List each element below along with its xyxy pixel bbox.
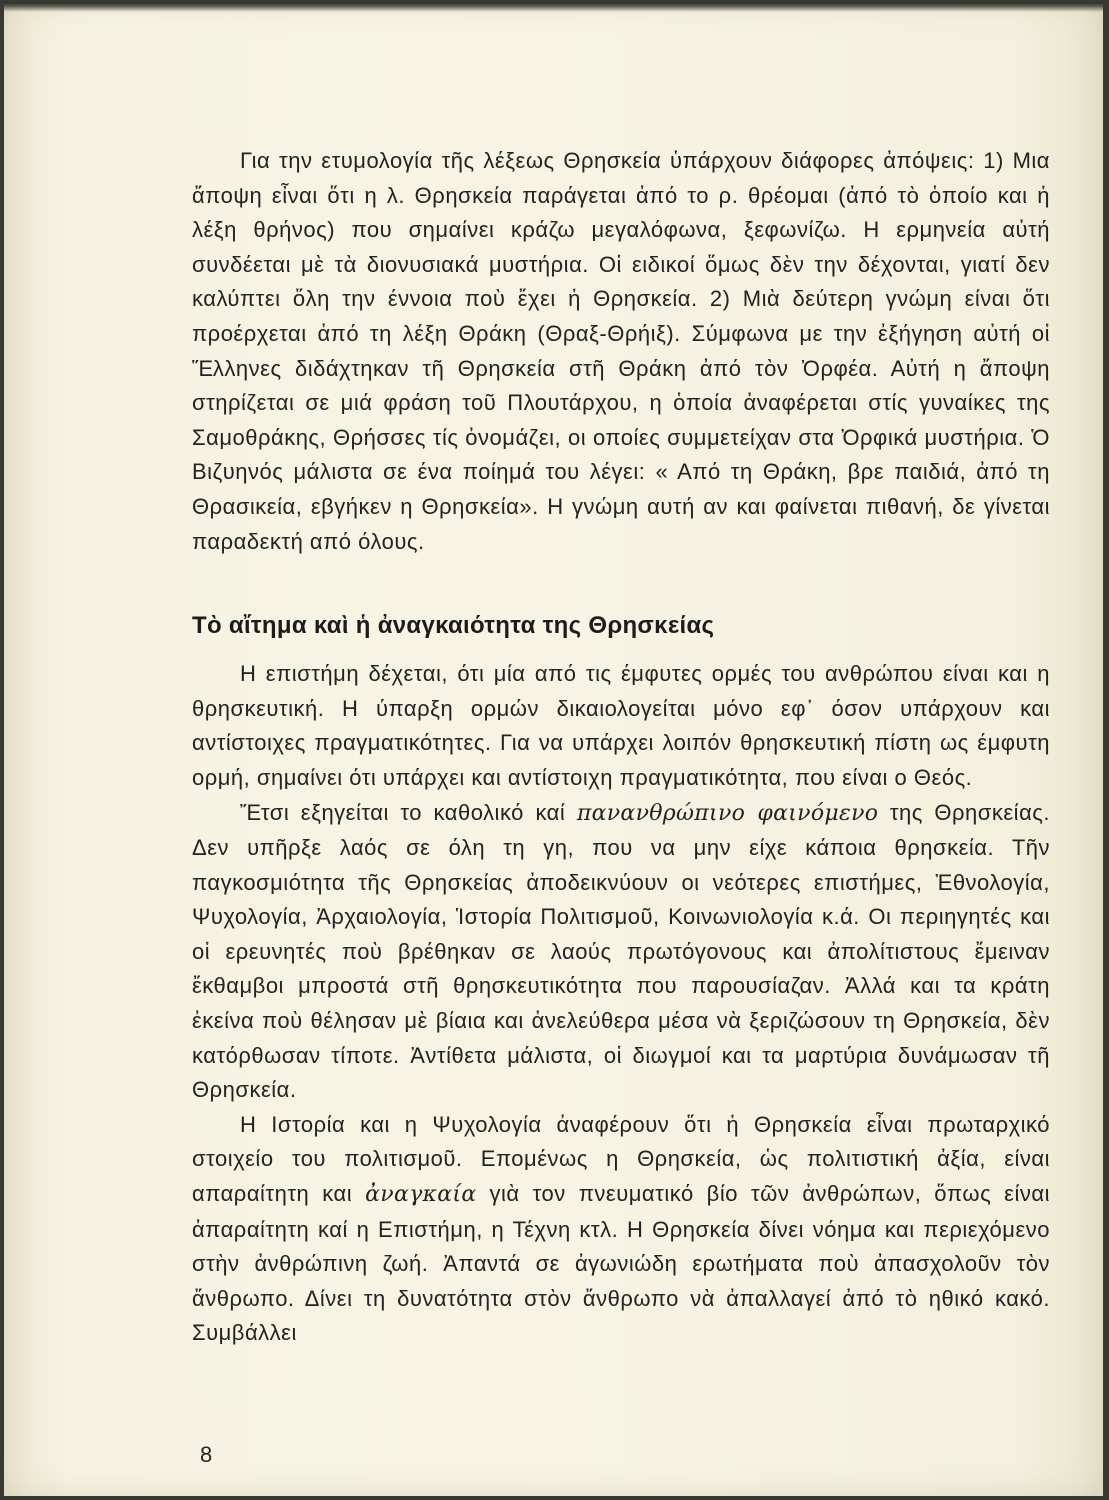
universality-emphasis: πανανθρώπινο φαινόμενο [576, 800, 879, 826]
necessity-emphasis: ἀναγκαία [365, 1182, 477, 1208]
page-number: 8 [200, 1442, 213, 1467]
necessity-text-after: γιὰ τον πνευματικό βίο τῶν ἀνθρώπων, ὅπως είναι ἀπαραίτητη καί η Επιστήμη, η Τέχνη κτλ. Η Θρησκεία δίνει νόημα και περιεχόμενο στὴν ἀνθρώπινη ζωή. Ἀπαντά σε ἀγωνιώδη ερωτήματα ποὺ ἀπασχολοῦν τὸν ἄνθρωπο. Δίνει τη δυνατότητα στὸν ἄνθρωπο νὰ ἀπαλλαγεί ἀπό τὸ ηθικό κακό. Συμβάλλει [192, 1181, 1050, 1346]
universality-paragraph [192, 796, 1050, 1108]
universality-text-before: Ἔτσι εξηγείται το καθολικό καί [240, 799, 577, 825]
etymology-paragraph: Για την ετυμολογία τῆς λέξεως Θρησκεία ὑπάρχουν διάφορες ἀπόψεις: 1) Μια ἄποψη εἶναι ὅτι η λ. Θρησκεία παράγεται ἀπό το ρ. θρέομαι (ἀπό τὸ ὁποίο και ἡ λέξη θρήνος) που σημαίνει κράζω μεγαλόφωνα, ξεφωνίζω. Η ερμηνεία αὐτή συνδέεται μὲ τὰ διονυσιακά μυστήρια. Οἱ ειδικοί ὅμως δὲν την δέχονται, γιατί δεν καλύπτει ὅλη την έννοια ποὺ ἔχει ἡ Θρησκεία. 2) Μιὰ δεύτερη γνώμη είναι ὅτι προέρχεται ἀπό τη λέξη Θράκη (Θραξ-Θρήιξ). Σύμφωνα με την ἐξήγηση αὐτή οἱ Ἕλληνες διδάχτηκαν τῆ Θρησκεία στῆ Θράκη ἀπό τὸν Ὀρφέα. Αὐτή η ἄποψη στηρίζεται σε μιά φράση τοῦ Πλουτάρχου, η ὁποία ἀναφέρεται στίς γυναίκες της Σαμοθράκης, Θρήσσες τίς ὀνομάζει, οι οποίες συμμετείχαν στα Ὀρφικά μυστήρια. Ὁ Βιζυηνός μάλιστα σε ένα ποίημά του λέγει: « Από τη Θράκη, βρε παιδιά, ἀπό τη Θρασικεία, εβγήκεν η Θρησκεία». Η γνώμη αυτή αν και φαίνεται πιθανή, δε γίνεται παραδεκτή από όλους. [192, 148, 1050, 554]
universality-text-after: της Θρησκείας. Δεν υπῆρξε λαός σε όλη τη γη, που να μην είχε κάποια θρησκεία. Τῆν παγκοσμιότητα τῆς Θρησκείας ἀποδεικνύουν οι νεότερες επιστήμες, Ἐθνολογία, Ψυχολογία, Ἀρχαιολογία, Ἱστορία Πολιτισμοῦ, Κοινωνιολογία κ.ά. Οι περιηγητές και οἱ ερευνητές ποὺ βρέθηκαν σε λαούς πρωτόγονους και ἀπολίτιστους ἔμειναν ἔκθαμβοι μπροστά στῆ θρησκευτικότητα που παρουσίαζαν. Ἀλλά και τα κράτη ἐκείνα ποὺ θέλησαν μὲ βίαια και ἀνελεύθερα μέσα νὰ ξεριζώσουν τη Θρησκεία, δὲν κατόρθωσαν τίποτε. Ἀντίθετα μάλιστα, οἱ διωγμοί και τα μαρτύρια δυνάμωσαν τῆ Θρησκεία. [192, 799, 1050, 1103]
page-body [192, 144, 1050, 1351]
book-page [4, 2, 1103, 1496]
necessity-paragraph [192, 1108, 1050, 1351]
scan-top-edge [4, 2, 1103, 12]
necessity-text-before: Η Ιστορία και η Ψυχολογία ἀναφέρουν ὅτι ἡ Θρησκεία εἶναι πρωταρχικό στοιχείο του πολιτισμοῦ. Επομένως η Θρησκεία, ὡς πολιτιστική ἀξία, είναι απαραίτητη και [192, 1111, 1050, 1207]
instinct-paragraph: Η επιστήμη δέχεται, ότι μία από τις έμφυτες ορμές του ανθρώπου είναι και η θρησκευτική. Η ύπαρξη ορμών δικαιολογείται μόνο εφ᾽ όσον υπάρχουν και αντίστοιχες πραγματικότητες. Για να υπάρχει λοιπόν θρησκευτική πίστη ως έμφυτη ορμή, σημαίνει ότι υπάρχει και αντίστοιχη πραγματικότητα, που είναι ο Θεός. [192, 661, 1050, 790]
section-heading: Τὸ αἴτημα καὶ ἡ ἀναγκαιότητα της Θρησκείας [192, 612, 715, 640]
